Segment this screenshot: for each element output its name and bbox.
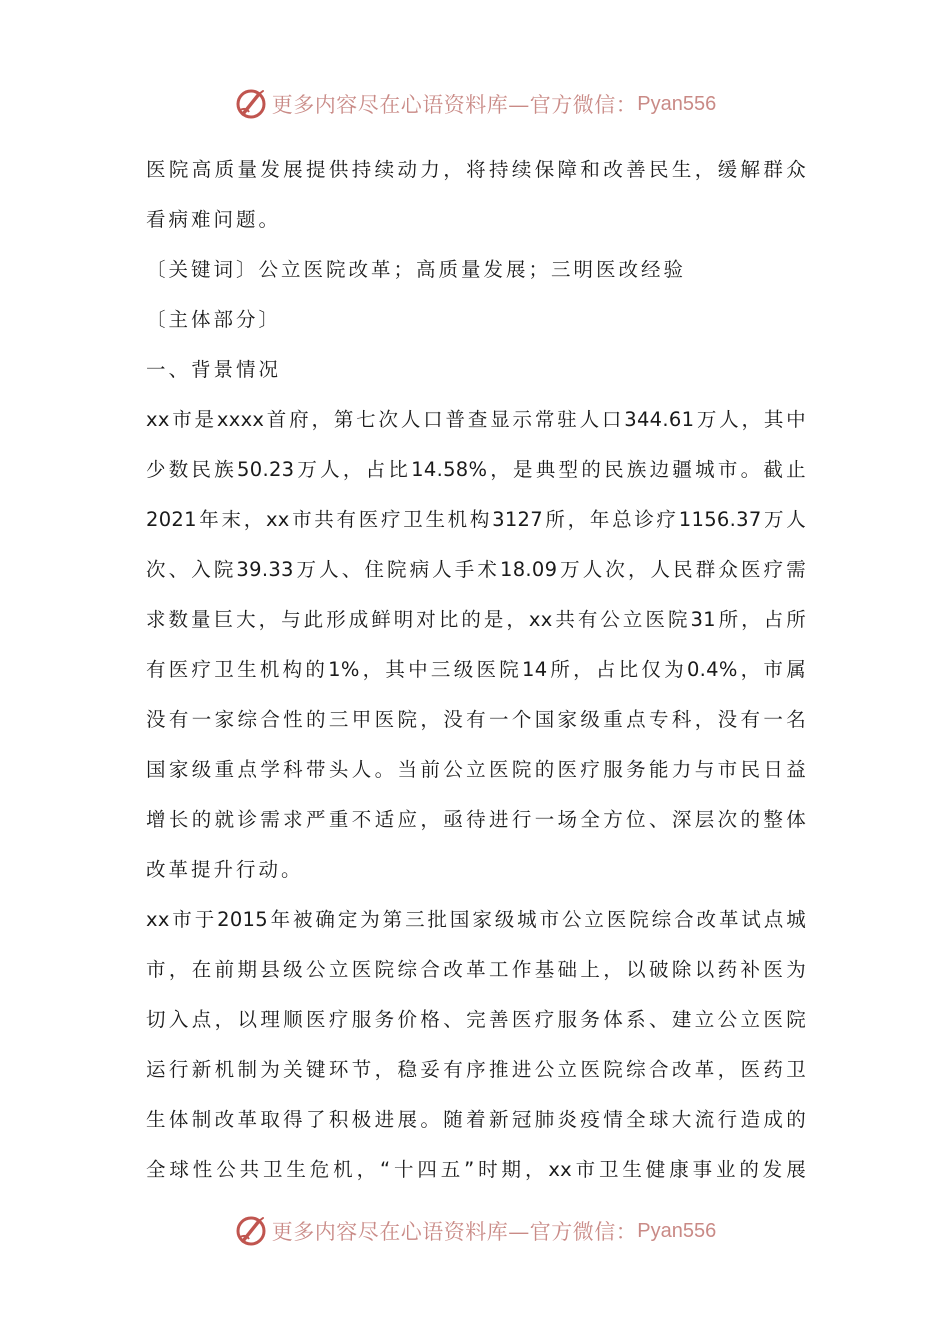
watermark-text: 更多内容尽在心语资料库—官方微信：	[271, 1220, 638, 1244]
watermark-id: Pyan556	[637, 1219, 717, 1242]
text-line: 市，在前期县级公立医院综合改革工作基础上，以破除以药补医为	[146, 958, 806, 981]
text-line: 国家级重点学科带头人。当前公立医院的医疗服务能力与市民日益	[146, 758, 806, 781]
text-line: 2021年末，xx市共有医疗卫生机构3127所，年总诊疗1156.37万人	[146, 508, 806, 531]
text-line: 求数量巨大，与此形成鲜明对比的是，xx共有公立医院31所，占所	[146, 608, 806, 631]
text-line: 〔主体部分〕	[146, 308, 282, 331]
main-body-label	[146, 295, 806, 345]
text-line: 生体制改革取得了积极进展。随着新冠肺炎疫情全球大流行造成的	[146, 1108, 806, 1131]
watermark-banner-bottom	[0, 1211, 950, 1251]
document-body	[146, 145, 806, 1195]
pen-circle-logo-icon	[234, 87, 268, 121]
section-heading-background	[146, 345, 806, 395]
text-line: 切入点，以理顺医疗服务价格、完善医疗服务体系、建立公立医院	[146, 1008, 806, 1031]
text-line: 少数民族50.23万人，占比14.58%，是典型的民族边疆城市。截止	[146, 458, 806, 481]
text-line: 改革提升行动。	[146, 858, 304, 881]
watermark-id: Pyan556	[637, 92, 717, 115]
text-line: 运行新机制为关键环节，稳妥有序推进公立医院综合改革，医药卫	[146, 1058, 806, 1081]
paragraph-abstract-end	[146, 145, 806, 245]
text-line: 没有一家综合性的三甲医院，没有一个国家级重点专科，没有一名	[146, 708, 806, 731]
paragraph-reform-pilot	[146, 895, 806, 1195]
text-line: 看病难问题。	[146, 208, 282, 231]
watermark-text: 更多内容尽在心语资料库—官方微信：	[271, 93, 638, 117]
text-line: 全球性公共卫生危机，“十四五”时期，xx市卫生健康事业的发展	[146, 1158, 806, 1181]
pen-circle-logo-icon	[234, 1214, 268, 1248]
paragraph-background	[146, 395, 806, 895]
watermark-banner-top	[0, 84, 950, 124]
text-line: xx市于2015年被确定为第三批国家级城市公立医院综合改革试点城	[146, 908, 806, 931]
keywords-line	[146, 245, 806, 295]
text-line: 医院高质量发展提供持续动力，将持续保障和改善民生，缓解群众	[146, 158, 806, 181]
text-line: xx市是xxxx首府，第七次人口普查显示常驻人口344.61万人，其中	[146, 408, 806, 431]
text-line: 次、入院39.33万人、住院病人手术18.09万人次，人民群众医疗需	[146, 558, 806, 581]
text-line: 〔关键词〕公立医院改革；高质量发展；三明医改经验	[146, 258, 687, 281]
text-line: 增长的就诊需求严重不适应，亟待进行一场全方位、深层次的整体	[146, 808, 806, 831]
text-line: 一、背景情况	[146, 358, 282, 381]
text-line: 有医疗卫生机构的1%，其中三级医院14所，占比仅为0.4%，市属	[146, 658, 806, 681]
